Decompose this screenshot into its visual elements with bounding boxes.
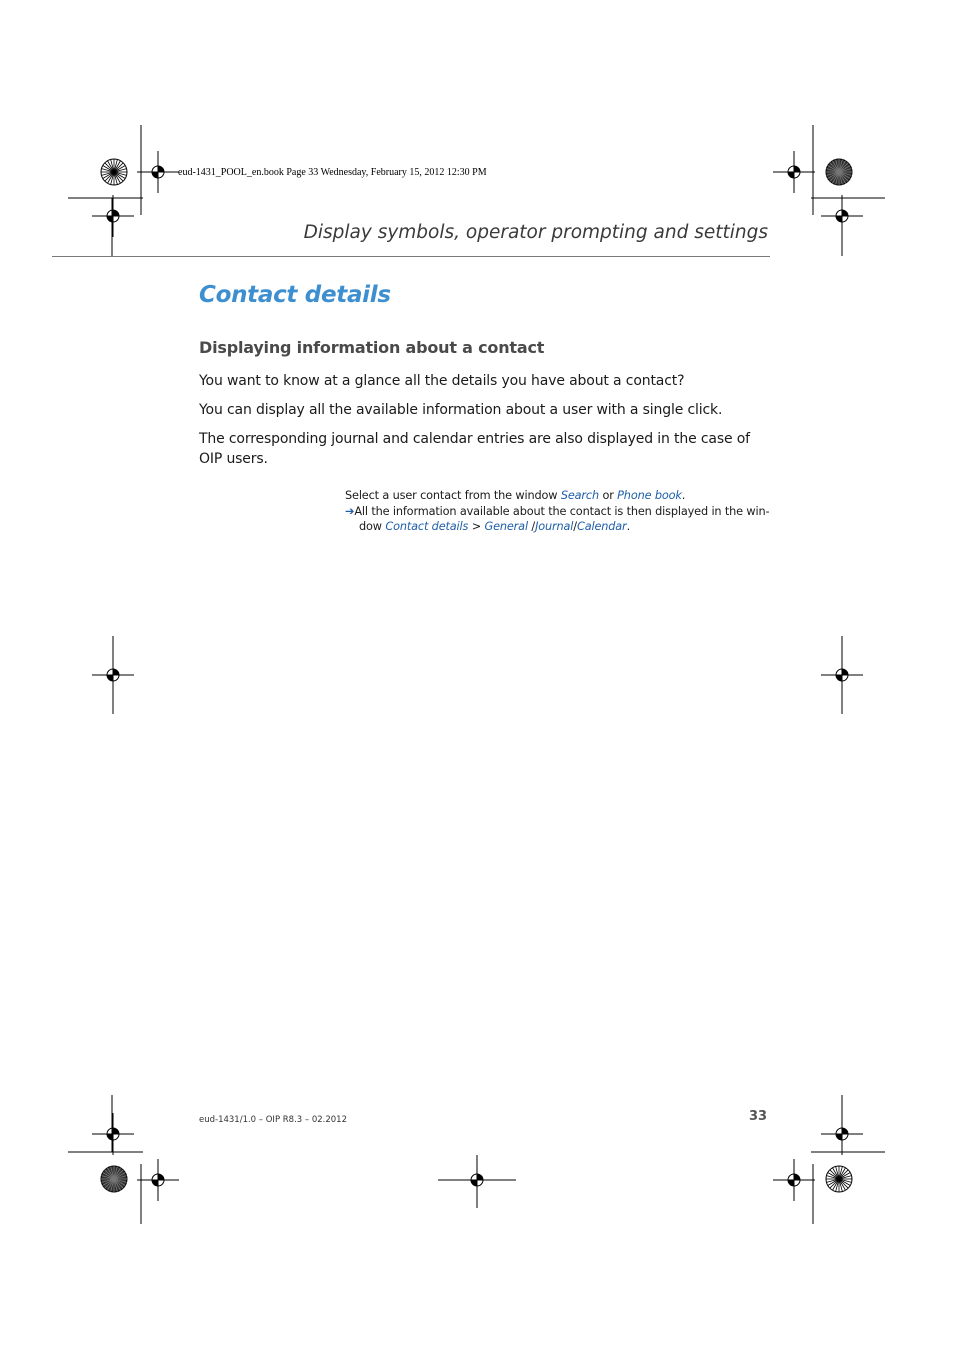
registration-target-quadrant <box>836 216 842 222</box>
body-paragraph-1: You want to know at a glance all the details you have about a contact? <box>199 373 685 389</box>
registration-target-quadrant <box>158 166 164 172</box>
journal-tab-ref: Journal <box>535 520 574 533</box>
result-line-1 <box>345 504 769 519</box>
registration-target-quadrant <box>113 669 119 675</box>
registration-target-quadrant <box>113 1128 119 1134</box>
body-paragraph-3: The corresponding journal and calendar entries are also displayed in the case of OIP users. <box>199 431 750 467</box>
instruction-step <box>345 488 685 503</box>
result-end: . <box>626 520 631 533</box>
registration-target-quadrant <box>152 1180 158 1186</box>
header-rule <box>52 256 770 257</box>
phone-book-window-ref: Phone book <box>617 489 682 502</box>
result-text-2: dow <box>359 520 386 533</box>
result-line-2 <box>359 519 630 534</box>
registration-target-quadrant <box>842 1128 848 1134</box>
registration-target-quadrant <box>836 675 842 681</box>
registration-target-quadrant <box>152 172 158 178</box>
registration-target-quadrant <box>842 669 848 675</box>
result-sep-1: > <box>468 520 485 533</box>
registration-target-quadrant <box>107 675 113 681</box>
step-end: . <box>681 489 686 502</box>
registration-target-quadrant <box>471 1180 477 1186</box>
registration-target-quadrant <box>836 1134 842 1140</box>
result-sep-3: / <box>573 520 577 533</box>
registration-target-quadrant <box>477 1174 483 1180</box>
search-window-ref: Search <box>560 489 599 502</box>
general-tab-ref: General <box>484 520 528 533</box>
footer-doc-id: eud-1431/1.0 – OIP R8.3 – 02.2012 <box>199 1115 347 1125</box>
step-joiner: or <box>599 489 618 502</box>
registration-target-quadrant <box>794 166 800 172</box>
running-header: Display symbols, operator prompting and settings <box>303 222 768 243</box>
calendar-tab-ref: Calendar <box>576 520 627 533</box>
registration-target-quadrant <box>788 1180 794 1186</box>
result-arrow-icon: ➔ <box>345 505 355 518</box>
step-text: Select a user contact from the window <box>345 489 561 502</box>
contact-details-ref: Contact details <box>385 520 469 533</box>
registration-target-quadrant <box>107 1134 113 1140</box>
page-number: 33 <box>749 1109 768 1124</box>
body-paragraph-2: You can display all the available information about a user with a single click. <box>199 402 723 418</box>
registration-target-quadrant <box>788 172 794 178</box>
page-title: Contact details <box>199 282 391 308</box>
registration-target-quadrant <box>158 1174 164 1180</box>
print-slug-line: eud-1431_POOL_en.book Page 33 Wednesday, February 15, 2012 12:30 PM <box>178 167 487 178</box>
result-text: All the information available about the contact is then displayed in the win- <box>354 505 770 518</box>
registration-target-quadrant <box>107 216 113 222</box>
registration-target-quadrant <box>842 210 848 216</box>
registration-target-quadrant <box>794 1174 800 1180</box>
section-heading: Displaying information about a contact <box>199 338 545 357</box>
result-sep-2: / <box>527 520 536 533</box>
registration-target-quadrant <box>113 210 119 216</box>
